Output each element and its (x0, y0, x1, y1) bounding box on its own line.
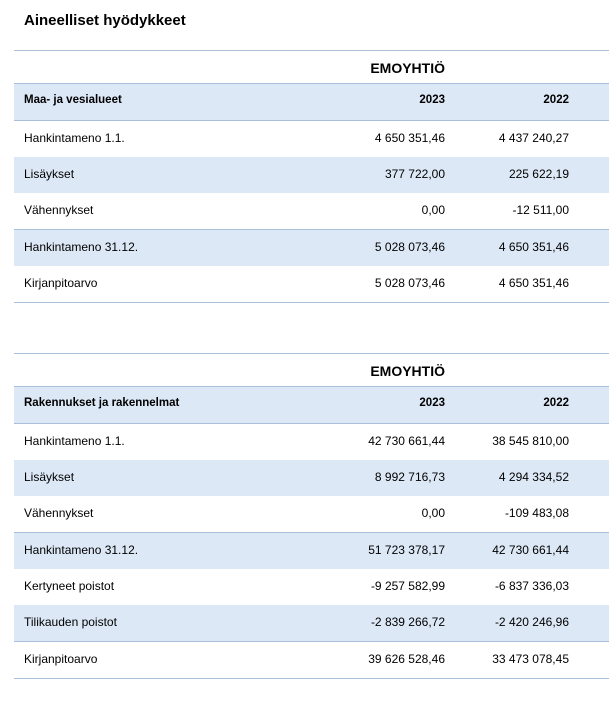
row-value-2022: 4 650 351,46 (498, 276, 569, 290)
column-header-2023: 2023 (419, 94, 445, 106)
row-label: Kirjanpitoarvo (24, 276, 98, 290)
section-buildings (14, 353, 609, 679)
row-value-2022: -12 511,00 (512, 203, 569, 217)
table-header-label: Rakennukset ja rakennelmat (24, 397, 180, 409)
section-land-water (14, 50, 609, 303)
row-value-2023: 5 028 073,46 (374, 240, 445, 254)
table-row (14, 121, 609, 157)
row-label: Hankintameno 1.1. (24, 131, 125, 145)
row-value-2022: 33 473 078,45 (492, 652, 569, 666)
row-value-2022: 225 622,19 (508, 167, 569, 181)
table-header-row (14, 386, 609, 424)
group-header (14, 354, 609, 386)
group-header (14, 51, 609, 83)
row-value-2023: -9 257 582,99 (370, 579, 445, 593)
row-value-2022: 4 650 351,46 (498, 240, 569, 254)
table-row (14, 266, 609, 302)
row-label: Lisäykset (24, 470, 75, 484)
row-value-2022: -6 837 336,03 (494, 579, 569, 593)
row-value-2022: 4 294 334,52 (498, 470, 569, 484)
table-row (14, 496, 609, 532)
column-header-2022: 2022 (543, 94, 569, 106)
row-label: Hankintameno 1.1. (24, 434, 125, 448)
row-value-2022: -109 483,08 (504, 506, 569, 520)
table-row (14, 532, 609, 569)
page-title: Aineelliset hyödykkeet (24, 12, 186, 29)
row-label: Hankintameno 31.12. (24, 543, 139, 557)
table-row (14, 605, 609, 641)
group-header-label: EMOYHTIÖ (370, 60, 445, 76)
row-value-2022: 4 437 240,27 (498, 131, 569, 145)
row-label: Vähennykset (24, 203, 94, 217)
row-label: Vähennykset (24, 506, 94, 520)
row-label: Kertyneet poistot (24, 579, 115, 593)
row-value-2023: 8 992 716,73 (374, 470, 445, 484)
table-header-row (14, 83, 609, 121)
column-header-2022: 2022 (543, 397, 569, 409)
row-label: Lisäykset (24, 167, 75, 181)
row-label: Kirjanpitoarvo (24, 652, 98, 666)
row-value-2023: 4 650 351,46 (374, 131, 445, 145)
row-value-2023: 51 723 378,17 (368, 543, 445, 557)
table-row (14, 157, 609, 193)
row-value-2023: 0,00 (421, 506, 445, 520)
table-row (14, 460, 609, 496)
table-row (14, 424, 609, 460)
row-value-2022: 38 545 810,00 (492, 434, 569, 448)
table-row (14, 193, 609, 229)
row-value-2023: 39 626 528,46 (368, 652, 445, 666)
row-value-2023: 377 722,00 (384, 167, 445, 181)
group-header-label: EMOYHTIÖ (370, 363, 445, 379)
row-value-2023: 42 730 661,44 (368, 434, 445, 448)
row-label: Tilikauden poistot (24, 615, 117, 629)
row-value-2023: 0,00 (421, 203, 445, 217)
row-value-2022: -2 420 246,96 (494, 615, 569, 629)
row-value-2023: 5 028 073,46 (374, 276, 445, 290)
table-row (14, 229, 609, 266)
column-header-2023: 2023 (419, 397, 445, 409)
divider (14, 678, 609, 679)
table-row (14, 569, 609, 605)
row-value-2023: -2 839 266,72 (370, 615, 445, 629)
table-header-label: Maa- ja vesialueet (24, 94, 122, 106)
divider (14, 302, 609, 303)
row-label: Hankintameno 31.12. (24, 240, 139, 254)
table-row (14, 641, 609, 678)
row-value-2022: 42 730 661,44 (492, 543, 569, 557)
